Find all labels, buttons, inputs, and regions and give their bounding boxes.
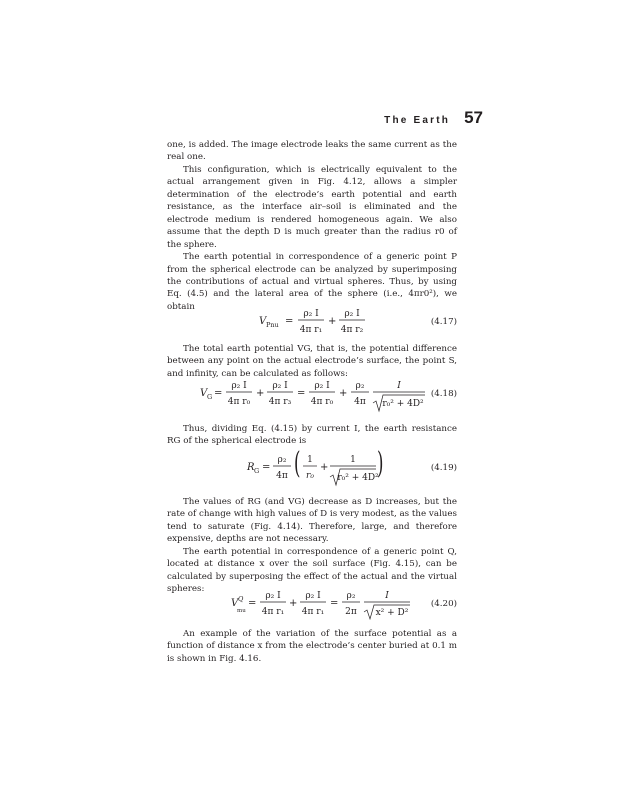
text-block-2 xyxy=(167,343,457,380)
eq419-i1-num: 1 xyxy=(307,455,313,465)
eq418-equals: = xyxy=(214,388,223,399)
eq420-t2-num: ρ₂ I xyxy=(305,591,321,601)
eq418-lhs: V xyxy=(200,388,208,399)
paragraph-3: The earth potential in correspondence of a generic point P from the spherical electrode can be analyzed by superimposing the contributions of actual and virtual spheres. Thus, by using Eq. (4.5) and the lateral area of the sphere (i.e., 4πr0²), we obtain xyxy=(167,252,457,312)
eq419-paren-close: ) xyxy=(377,445,384,481)
eq420-t4-den: x² + D² xyxy=(375,608,409,618)
eq420-number: (4.20) xyxy=(430,599,457,609)
eq420-t4-num: I xyxy=(385,591,389,601)
eq419-i2-den: r₀² + 4D² xyxy=(337,473,379,483)
text-block-5 xyxy=(167,628,457,665)
eq419-plus: + xyxy=(320,462,329,473)
eq420-plus: + xyxy=(289,598,298,609)
eq420-t2-den: 4π r₁ xyxy=(301,607,325,617)
eq418-t4-den: 4π xyxy=(354,397,366,407)
equation-4-18-graphic xyxy=(167,377,457,417)
eq418-equals-2: = xyxy=(297,388,306,399)
equation-4-18 xyxy=(167,377,457,417)
eq418-number: (4.18) xyxy=(430,389,457,399)
equation-4-20 xyxy=(167,587,457,623)
eq419-i1-den: r₀ xyxy=(306,471,314,481)
eq420-t1-num: ρ₂ I xyxy=(265,591,281,601)
paragraph-5: Thus, dividing Eq. (4.15) by current I, the earth resistance RG of the spherical electrode is xyxy=(167,424,457,447)
eq418-plus-2: + xyxy=(339,388,348,399)
eq417-lhs: V xyxy=(259,316,267,327)
eq420-lhs-sup: Q xyxy=(238,595,244,603)
page-number: 57 xyxy=(464,108,483,127)
text-block-1 xyxy=(167,139,457,313)
eq419-paren-open: ( xyxy=(294,445,301,481)
running-head xyxy=(384,108,483,128)
eq418-t5-num: I xyxy=(397,381,401,391)
equation-4-19-graphic xyxy=(167,445,457,491)
eq418-plus: + xyxy=(256,388,265,399)
eq419-equals: = xyxy=(262,462,271,473)
eq418-t4-num: ρ₂ xyxy=(355,381,365,391)
paragraph-4: The total earth potential VG, that is, the potential difference between any point on the actual electrode’s surface, the point S, and infinity, can be calculated as follows: xyxy=(167,344,457,379)
eq418-t3-den: 4π r₀ xyxy=(310,397,334,407)
eq417-t2-num: ρ₂ I xyxy=(344,309,360,319)
eq420-t3-den: 2π xyxy=(345,607,357,617)
equation-4-17 xyxy=(167,305,457,337)
eq417-t1-den: 4π r₁ xyxy=(299,325,323,335)
equation-4-19 xyxy=(167,445,457,491)
eq417-lhs-sub: Pnu xyxy=(266,321,279,329)
eq417-equals: = xyxy=(285,316,294,327)
equation-4-17-graphic xyxy=(167,305,457,337)
eq420-t3-num: ρ₂ xyxy=(346,591,356,601)
eq418-t1-den: 4π r₀ xyxy=(227,397,251,407)
eq420-equals: = xyxy=(248,598,257,609)
eq417-plus: + xyxy=(328,316,337,327)
eq417-t1-num: ρ₂ I xyxy=(303,309,319,319)
paragraph-8: An example of the variation of the surface potential as a function of distance x from the electrode’s center buried at 0.1 m is shown in Fig. 4.16. xyxy=(167,629,457,664)
eq418-t2-num: ρ₂ I xyxy=(272,381,288,391)
text-block-3 xyxy=(167,423,457,448)
paragraph-2: This configuration, which is electrically equivalent to the actual arrangement given in Fig. 4.12, allows a simpler determination of the electrode’s earth potential and earth resistance, as the interface air–soil is eliminated and the electrode medium is rendered homogeneous again. We also assume that the depth D is much greater than the radius r0 of the sphere. xyxy=(167,164,457,250)
eq418-t3-num: ρ₂ I xyxy=(314,381,330,391)
paragraph-6: The values of RG (and VG) decrease as D increases, but the rate of change with high values of D is very modest, as the values tend to saturate (Fig. 4.14). Therefore, large, and therefore expensive, depths are not necessary. xyxy=(167,497,457,545)
eq420-lhs-sub: mu xyxy=(237,608,246,614)
paragraph-7: The earth potential in correspondence of a generic point Q, located at distance x over the soil surface (Fig. 4.15), can be calculated by superposing the effect of the actual and the virtual spheres: xyxy=(167,546,457,595)
eq420-t1-den: 4π r₁ xyxy=(261,607,285,617)
eq418-t2-den: 4π r₃ xyxy=(268,397,292,407)
eq417-t2-den: 4π r₂ xyxy=(340,325,364,335)
eq419-t1-num: ρ₂ xyxy=(277,455,287,465)
eq419-i2-num: 1 xyxy=(350,455,356,465)
chapter-title: The Earth xyxy=(384,115,451,126)
eq418-lhs-sub: G xyxy=(207,393,213,401)
text-block-4 xyxy=(167,496,457,596)
eq419-number: (4.19) xyxy=(430,463,457,473)
eq419-t1-den: 4π xyxy=(276,471,288,481)
eq417-number: (4.17) xyxy=(430,317,457,327)
paragraph-1: one, is added. The image electrode leaks the same current as the real one. xyxy=(167,140,457,163)
eq419-lhs-sub: G xyxy=(254,467,260,475)
eq420-equals-2: = xyxy=(330,598,339,609)
eq419-lhs: R xyxy=(247,462,255,473)
eq418-t5-den: r₀² + 4D² xyxy=(382,399,424,409)
equation-4-20-graphic xyxy=(167,587,457,623)
eq420-lhs: V xyxy=(231,598,239,609)
eq418-t1-num: ρ₂ I xyxy=(231,381,247,391)
